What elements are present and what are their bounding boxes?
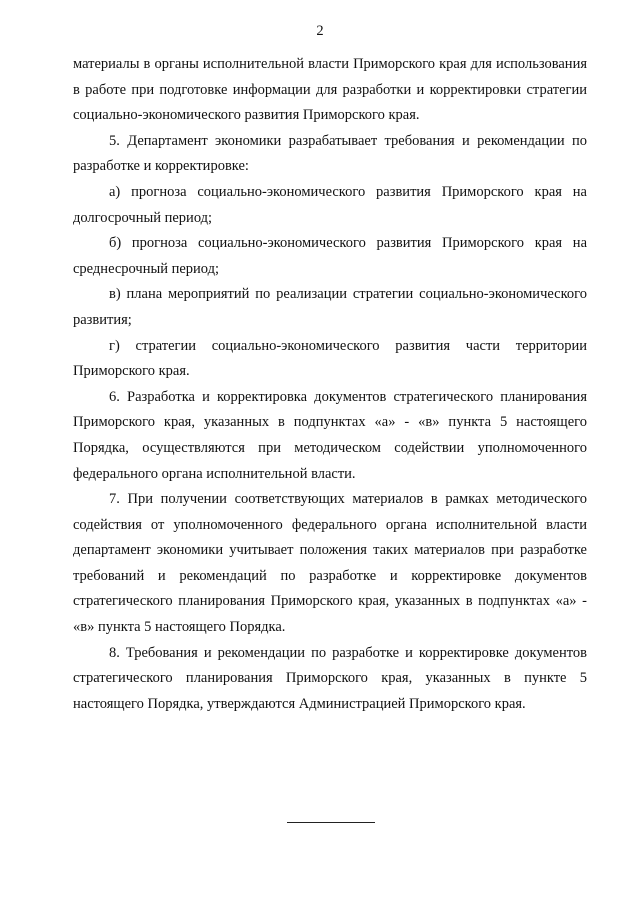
paragraph-5c: в) плана мероприятий по реализации стратегии социально-экономического развития;	[73, 286, 587, 328]
paragraph-5a: а) прогноза социально-экономического развития Приморского края на долгосрочный период;	[73, 183, 587, 226]
paragraph-6: 6. Разработка и корректировка документов стратегического планирования Приморского края, указанных в подпунктах «а» - «в» пункта 5 настоящего Порядка, осуществляются при методическом содействии уполномоченного федерального органа исполнительной власти.	[73, 388, 587, 482]
paragraph-7: 7. При получении соответствующих материалов в рамках методического содействия от уполномоченного федерального органа исполнительной власти департамент экономики учитывает положения таких материалов при разработке требований и рекомендаций по разработке и корректировке документов стратегического планирования Приморского края, указанных в подпунктах «а» - «в» пункта 5 настоящего Порядка.	[73, 491, 587, 636]
paragraph-5b: б) прогноза социально-экономического развития Приморского края на среднесрочный период;	[73, 235, 587, 277]
paragraph-5d: г) стратегии социально-экономического развития части территории Приморского края.	[73, 337, 587, 380]
document-body	[73, 52, 587, 717]
paragraph-8: 8. Требования и рекомендации по разработке и корректировке документов стратегического планирования Приморского края, указанных в пункте 5 настоящего Порядка, утверждаются Администрацией Приморского края.	[73, 644, 587, 712]
paragraph-continuation: материалы в органы исполнительной власти Приморского края для использования в работе при подготовке информации для разработки и корректировки стратегии социально-экономического развития Приморского края.	[73, 56, 587, 124]
paragraph-5: 5. Департамент экономики разрабатывает требования и рекомендации по разработке и корректировке:	[73, 132, 587, 175]
end-of-document-rule	[287, 822, 375, 823]
page-number: 2	[316, 23, 324, 39]
